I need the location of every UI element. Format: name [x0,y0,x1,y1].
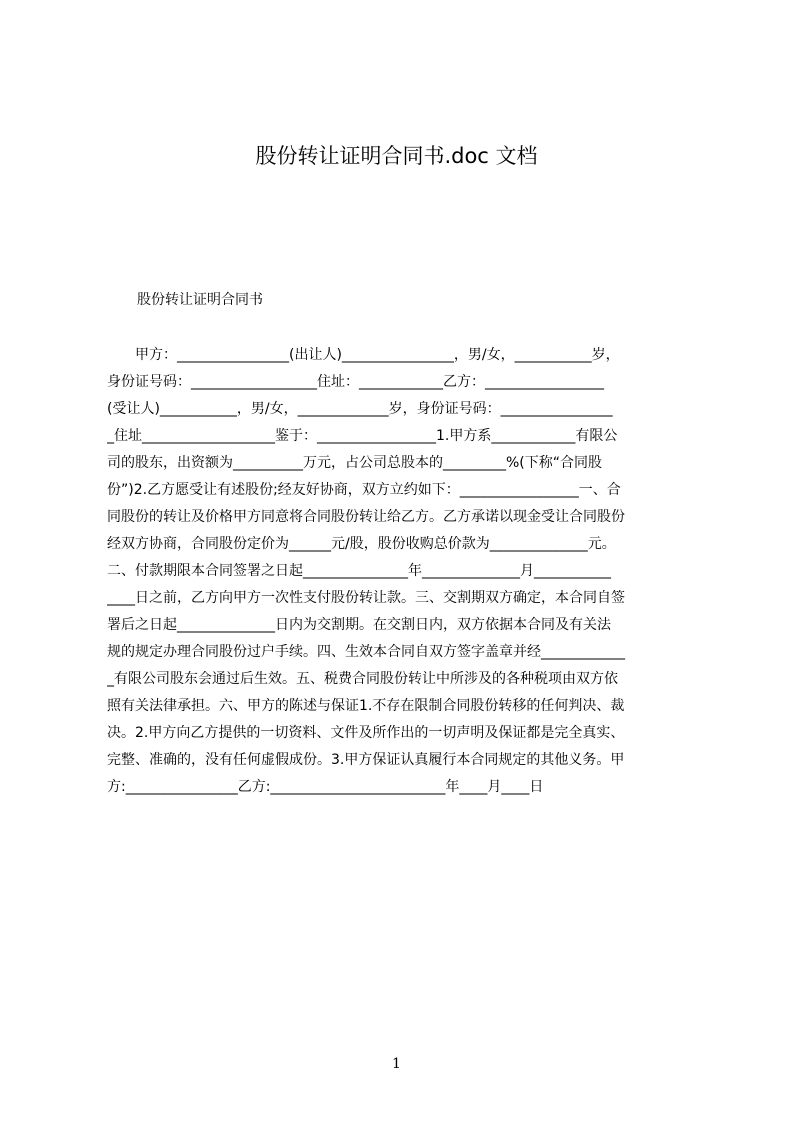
body-line: 二、付款期限本合同签署之日起_______________年______________月___________ [107,563,611,579]
page-number: 1 [392,1056,401,1072]
body-line: 完整、准确的，没有任何虚假成份。3.甲方保证认真履行本合同规定的其他义务。甲 [107,752,625,768]
body-line: ____日之前，乙方向甲方一次性支付股份转让款。三、交割期双方确定，本合同自签 [107,590,625,606]
body-line: 甲方：________________(出让人)________________，男/女，___________岁， [107,347,620,363]
body-line: 份”)2.乙方愿受让有述股份;经友好协商，双方立约如下：_________________一、合 [107,482,621,498]
body-line: 经双方协商，合同股份定价为______元/股，股份收购总价款为______________元。 [107,536,616,552]
body-line: 方:________________乙方:_________________________年____月____日 [107,779,544,795]
document-title: 股份转让证明合同书.doc 文档 [255,144,538,168]
body-line: 决。2.甲方向乙方提供的一切资料、文件及所作出的一切声明及保证都是完全真实、 [107,725,625,741]
body-line: _有限公司股东会通过后生效。五、税费合同股份转让中所涉及的各种税项由双方依 [107,671,618,687]
body-line: 同股份的转让及价格甲方同意将合同股份转让给乙方。乙方承诺以现金受让合同股份 [107,509,625,525]
body-line: 署后之日起______________日内为交割期。在交割日内，双方依据本合同及有关法 [107,617,611,633]
body-line: 身份证号码：__________________住址：____________乙方：_________________ [107,374,604,390]
contract-body [107,342,697,801]
body-line: 司的股东，出资额为__________万元，占公司总股本的_________%(下称“合同股 [107,455,603,471]
contract-heading: 股份转让证明合同书 [137,292,263,308]
body-line: 规的规定办理合同股份过户手续。四、生效本合同自双方签字盖章并经____________ [107,644,625,660]
body-line: 照有关法律承担。六、甲方的陈述与保证1.不存在限制合同股份转移的任何判决、裁 [107,698,625,714]
body-line: _住址___________________鉴于：_________________1.甲方系____________有限公 [107,428,618,444]
body-line: (受让人)___________，男/女，_____________岁，身份证号码：________________ [107,401,613,417]
